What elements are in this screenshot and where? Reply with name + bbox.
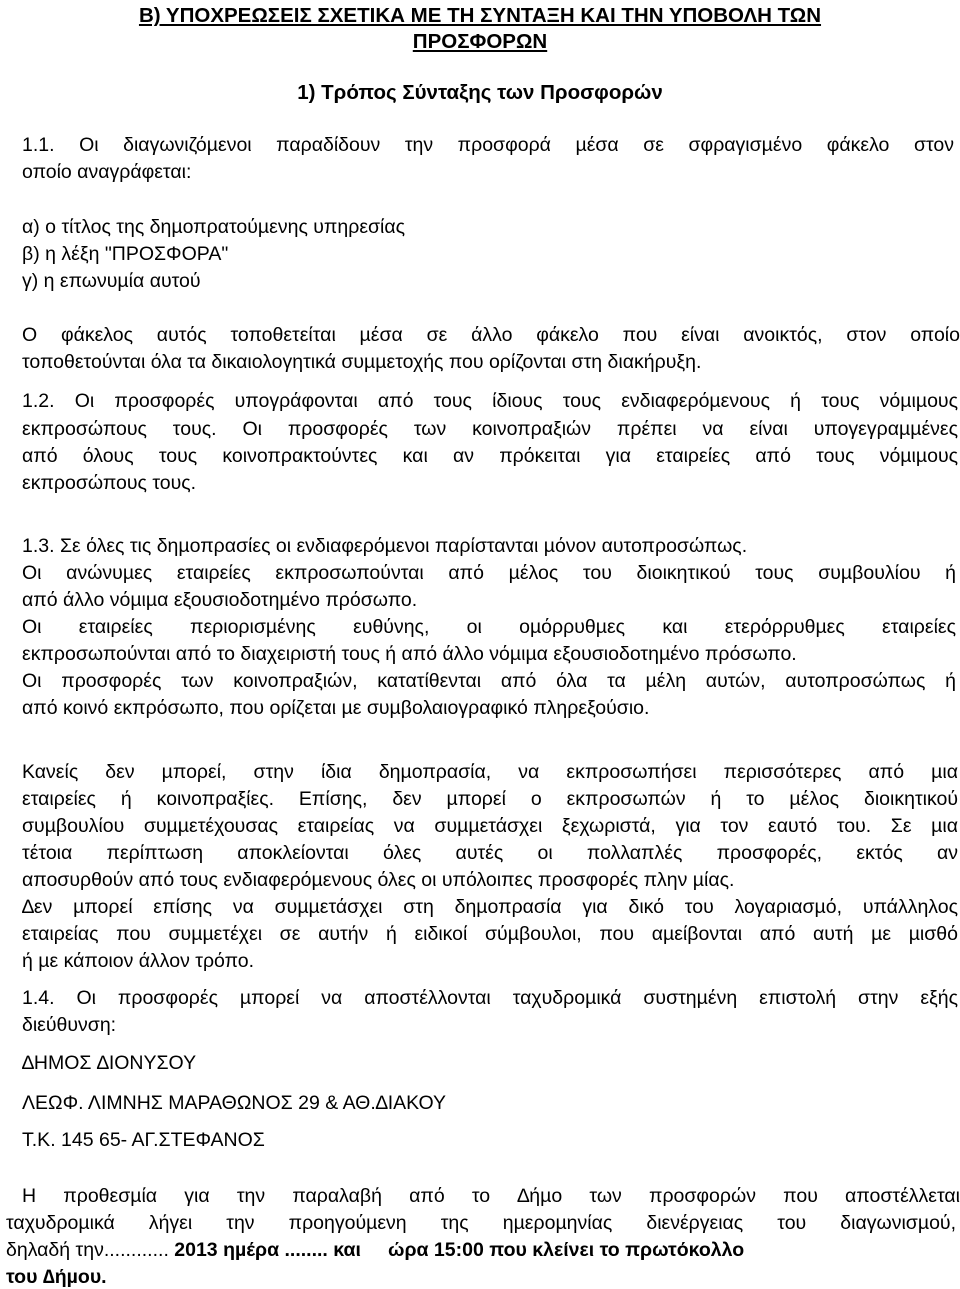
deadline-line3-bold: 2013 ηµέρα ........ και ώρα 15:00 που κλείνει το πρωτόκολλο <box>168 1239 745 1261</box>
restrictions-line6: ∆εν µπορεί επίσης να συµµετάσχει στη δηµοπρασία για δικό του λογαριασµό, υπάλληλος <box>22 896 958 918</box>
para-1-3-line4: Οι εταιρείες περιορισµένης ευθύνης, οι οµόρρυθµες και ετερόρρυθµες εταιρείες <box>22 616 956 638</box>
para-1-1-line2: οποίο αναγράφεται: <box>22 161 192 183</box>
para-1-3-line7: από κοινό εκπρόσωπο, που ορίζεται µε συµβολαιογραφικό πληρεξούσιο. <box>22 697 650 719</box>
restrictions-line1: Κανείς δεν µπορεί, στην ίδια δηµοπρασία, να εκπροσωπήσει περισσότερες από µια <box>22 761 958 783</box>
para-1-4-line2: διεύθυνση: <box>22 1014 117 1036</box>
restrictions-line8: ή µε κάποιον άλλον τρόπο. <box>22 950 255 972</box>
address-postal: Τ.Κ. 145 65- ΑΓ.ΣΤΕΦΑΝΟΣ <box>22 1129 265 1151</box>
envelope-para-line2: τοποθετούνται όλα τα δικαιολογητικά συµµετοχής που ορίζονται στη διακήρυξη. <box>22 351 702 373</box>
deadline-line1: Η προθεσµία για την παραλαβή από το ∆ήµο των προσφορών που αποστέλλεται <box>22 1185 960 1207</box>
list-item-c: γ) η επωνυµία αυτού <box>22 270 201 292</box>
para-1-2-line2: εκπροσώπους τους. Οι προσφορές των κοινοπραξιών πρέπει να είναι υπογεγραµµένες <box>22 418 958 440</box>
deadline-line4: του ∆ήµου. <box>6 1266 107 1288</box>
deadline-line3-plain: δηλαδή την............ <box>6 1239 169 1261</box>
para-1-3-line2: Οι ανώνυµες εταιρείες εκπροσωπούνται από µέλος του διοικητικού τους συµβουλίου ή <box>22 562 956 584</box>
restrictions-line4: τέτοια περίπτωση αποκλείονται όλες αυτές οι πολλαπλές προσφορές, εκτός αν <box>22 842 958 864</box>
para-1-1-line1: 1.1. Οι διαγωνιζόµενοι παραδίδουν την προσφορά µέσα σε σφραγισµένο φάκελο στον <box>22 134 954 156</box>
para-1-3-line1: 1.3. Σε όλες τις δηµοπρασίες οι ενδιαφερόµενοι παρίστανται µόνον αυτοπροσώπως. <box>22 535 748 557</box>
section-title-line1: Β) ΥΠΟΧΡΕΩΣΕΙΣ ΣΧΕΤΙΚΑ ΜΕ ΤΗ ΣΥΝΤΑΞΗ ΚΑΙ ΤΗΝ ΥΠΟΒΟΛΗ ΤΩΝ <box>138 4 822 27</box>
restrictions-line2: εταιρείες ή κοινοπραξίες. Επίσης, δεν µπορεί ο εκπροσωπών ή το µέλος διοικητικού <box>22 788 958 810</box>
subsection-title: 1) Τρόπος Σύνταξης των Προσφορών <box>297 81 663 104</box>
list-item-a: α) ο τίτλος της δηµοπρατούµενης υπηρεσίας <box>22 216 406 238</box>
para-1-2-line3: από όλους τους κοινοπρακτούντες και αν πρόκειται για εταιρείες από τους νόµιµους <box>22 445 958 467</box>
restrictions-line5: αποσυρθούν από τους ενδιαφερόµενους όλες οι υπόλοιπες προσφορές πλην µίας. <box>22 869 735 891</box>
address-street: ΛΕΩΦ. ΛΙΜΝΗΣ ΜΑΡΑΘΩΝΟΣ 29 & ΑΘ.∆ΙΑΚΟΥ <box>22 1092 447 1114</box>
restrictions-line3: συµβουλίου συµµετέχουσας εταιρείας να συµµετάσχει ξεχωριστά, για τον εαυτό του. Σε µια <box>22 815 958 837</box>
para-1-2-line1: 1.2. Οι προσφορές υπογράφονται από τους ίδιους τους ενδιαφερόµενους ή τους νόµιµους <box>22 390 958 412</box>
list-item-b: β) η λέξη "ΠΡΟΣΦΟΡΑ" <box>22 243 229 265</box>
para-1-4-line1: 1.4. Οι προσφορές µπορεί να αποστέλλονται ταχυδροµικά συστηµένη επιστολή στην εξής <box>22 987 958 1009</box>
section-title-line2: ΠΡΟΣΦΟΡΩΝ <box>412 30 548 53</box>
envelope-para-line1: Ο φάκελος αυτός τοποθετείται µέσα σε άλλο φάκελο που είναι ανοικτός, στον οποίο <box>22 324 960 346</box>
para-1-2-line4: εκπροσώπους τους. <box>22 472 197 494</box>
para-1-3-line3: από άλλο νόµιµα εξουσιοδοτηµένο πρόσωπο. <box>22 589 418 611</box>
deadline-line2: ταχυδροµικά λήγει την προηγούµενη της ηµεροµηνίας διενέργειας του διαγωνισµού, <box>6 1212 956 1234</box>
para-1-3-line6: Οι προσφορές των κοινοπραξιών, κατατίθενται από όλα τα µέλη αυτών, αυτοπροσώπως ή <box>22 670 956 692</box>
restrictions-line7: εταιρείας που συµµετέχει σε αυτήν ή ειδικοί σύµβουλοι, που αµείβονται από αυτή µε µισθό <box>22 923 958 945</box>
address-name: ∆ΗΜΟΣ ∆ΙΟΝΥΣΟΥ <box>22 1052 197 1074</box>
deadline-line3 <box>6 1241 744 1261</box>
para-1-3-line5: εκπροσωπούνται από το διαχειριστή τους ή από άλλο νόµιµα εξουσιοδοτηµένο πρόσωπο. <box>22 643 797 665</box>
